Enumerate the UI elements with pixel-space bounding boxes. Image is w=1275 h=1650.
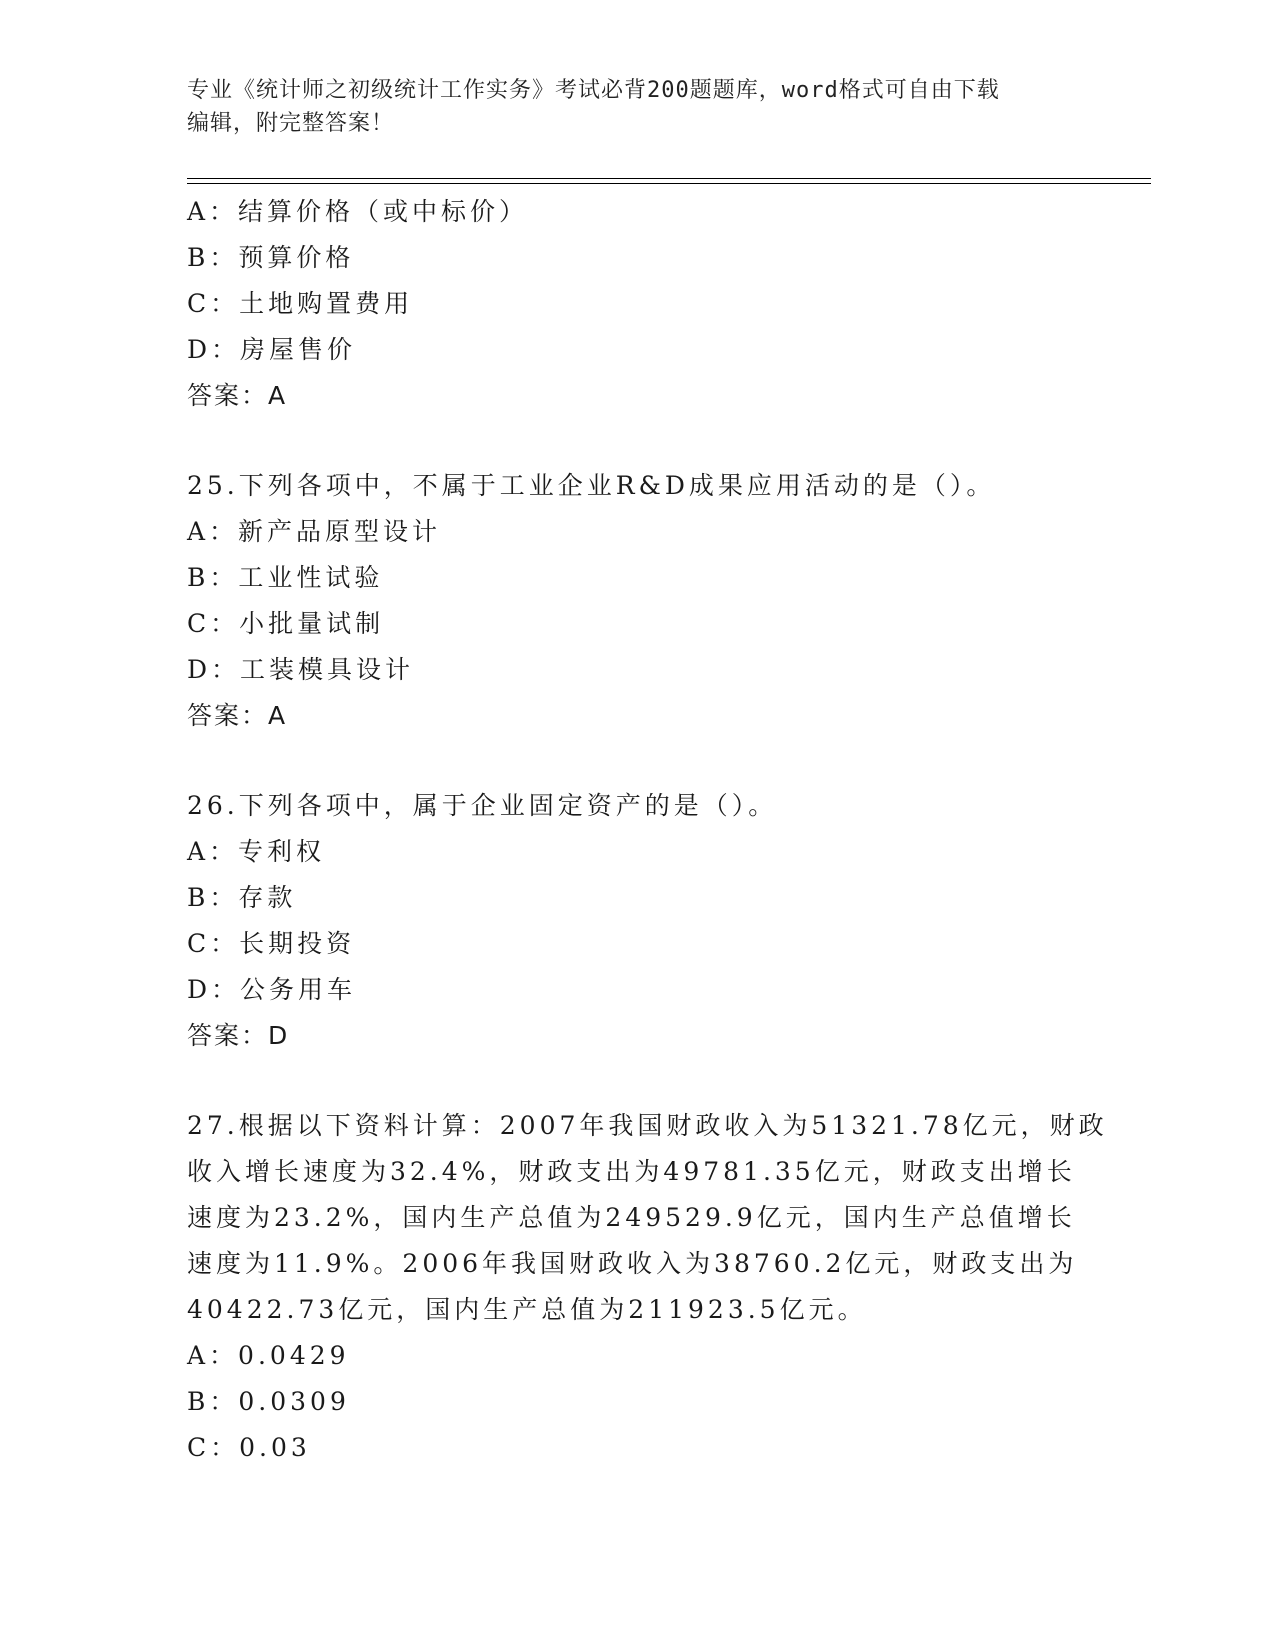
option-c: C：0.03 [187, 1433, 311, 1462]
question-spacer [187, 419, 1087, 463]
option-b: B：0.0309 [187, 1387, 350, 1416]
question-stem: 25.下列各项中，不属于工业企业R&D成果应用活动的是（）。 [187, 471, 996, 500]
header-line-2: 编辑，附完整答案！ [187, 111, 395, 136]
option-a: A：0.0429 [187, 1341, 350, 1370]
option-b: B：存款 [187, 883, 297, 912]
header-line-1: 专业《统计师之初级统计工作实务》考试必背200题题库，word格式可自由下载 [187, 78, 1000, 103]
header-divider-top [187, 178, 1151, 179]
question-block-24 [187, 189, 1087, 419]
header-divider-bottom [187, 183, 1151, 184]
option-a: A：专利权 [187, 837, 326, 866]
question-block-27 [187, 1103, 1108, 1471]
option-b: B：工业性试验 [187, 563, 384, 592]
option-a: A：新产品原型设计 [187, 517, 442, 546]
option-c: C：长期投资 [187, 929, 356, 958]
question-stem-line: 速度为23.2%，国内生产总值为249529.9亿元，国内生产总值增长 [187, 1203, 1076, 1232]
question-stem-line: 收入增长速度为32.4%，财政支出为49781.35亿元，财政支出增长 [187, 1157, 1076, 1186]
question-block-25 [187, 463, 1087, 739]
answer-line: 答案：A [187, 381, 288, 410]
answer-line: 答案：D [187, 1021, 290, 1050]
option-c: C：小批量试制 [187, 609, 385, 638]
document-header [187, 74, 1067, 140]
option-d: D：工装模具设计 [187, 655, 415, 684]
answer-line: 答案：A [187, 701, 288, 730]
question-list [187, 189, 1108, 1471]
question-stem-line: 速度为11.9%。2006年我国财政收入为38760.2亿元，财政支出为 [187, 1249, 1078, 1278]
question-stem-line: 27.根据以下资料计算：2007年我国财政收入为51321.78亿元，财政 [187, 1111, 1108, 1140]
question-block-26 [187, 783, 1087, 1059]
option-a: A：结算价格（或中标价） [187, 197, 529, 226]
option-c: C：土地购置费用 [187, 289, 414, 318]
question-stem [187, 1103, 1108, 1333]
question-spacer [187, 1059, 1087, 1103]
option-b: B：预算价格 [187, 243, 355, 272]
question-stem-line: 40422.73亿元，国内生产总值为211923.5亿元。 [187, 1295, 867, 1324]
option-d: D：房屋售价 [187, 335, 357, 364]
option-d: D：公务用车 [187, 975, 357, 1004]
question-stem: 26.下列各项中，属于企业固定资产的是（）。 [187, 791, 778, 820]
question-spacer [187, 739, 1087, 783]
